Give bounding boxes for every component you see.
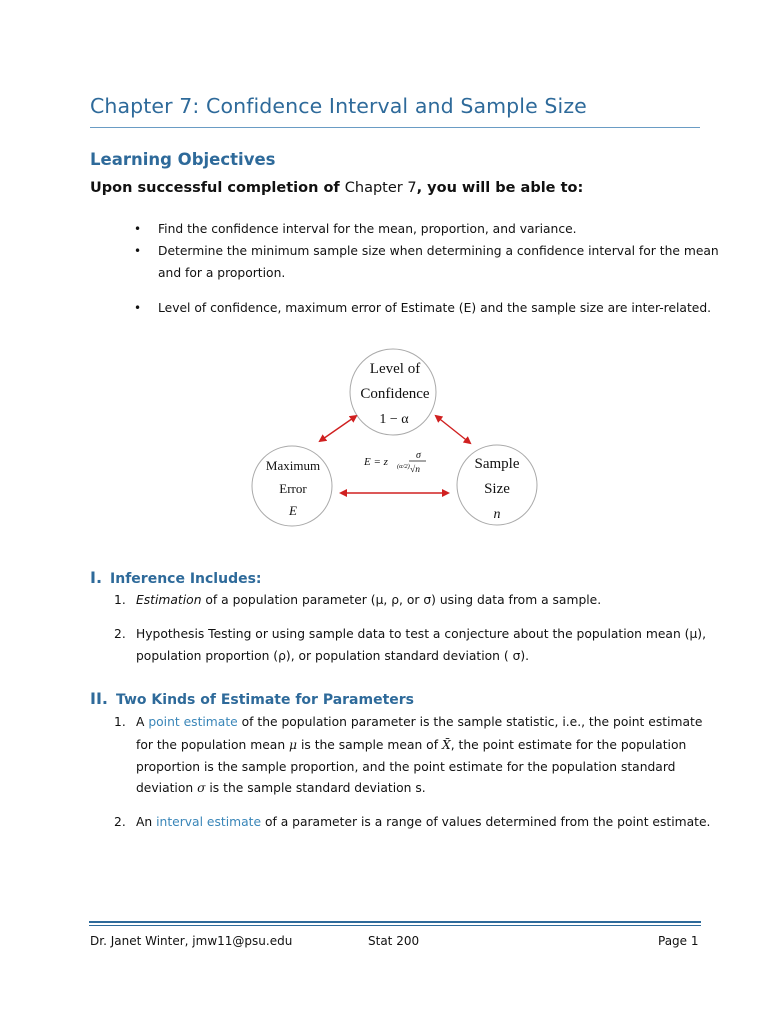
line2-part-c: , the point estimate for the population — [450, 738, 687, 752]
formula-numerator: σ — [416, 450, 421, 461]
right-node-line3: n — [493, 507, 501, 522]
list-number: 1. — [114, 715, 126, 729]
left-node-line1: Maximum — [265, 458, 321, 473]
footer-author: Dr. Janet Winter, jmw11@psu.edu — [90, 934, 293, 948]
point-estimate-line4 — [136, 777, 426, 799]
sigma-symbol: σ — [197, 781, 206, 795]
intro-suffix: , you will be able to: — [416, 180, 584, 196]
intro-prefix: Upon successful completion of — [90, 180, 345, 196]
point-estimate-line2 — [136, 734, 686, 756]
learning-objectives-heading: Learning Objectives — [90, 150, 276, 169]
left-node-line3: E — [289, 503, 297, 518]
section-1-heading — [90, 568, 262, 587]
objective-item-continued: and for a proportion. — [158, 266, 286, 280]
left-node-line2: Error — [279, 481, 307, 496]
title-divider — [90, 127, 700, 128]
line2-part-b: is the sample mean of — [297, 738, 442, 752]
point-estimate-pre: A — [136, 715, 149, 729]
learning-objectives-intro — [90, 180, 583, 196]
list-number: 2. — [114, 627, 126, 641]
point-estimate-line1 — [136, 711, 702, 733]
intro-chapter: Chapter 7 — [344, 180, 417, 196]
inference-item-hypothesis-line2: population proportion (ρ), or population standard deviation ( σ). — [136, 649, 530, 663]
section-2-heading — [90, 689, 414, 708]
bullet-dot: • — [134, 244, 142, 258]
footer-divider — [89, 921, 701, 923]
footer-page-number: Page 1 — [658, 934, 699, 948]
line4-part-a: deviation — [136, 781, 198, 795]
section-2-title: Two Kinds of Estimate for Parameters — [115, 692, 415, 708]
confidence-relationship-diagram — [240, 335, 540, 535]
margin-of-error-formula — [363, 450, 426, 475]
section-1-numeral: I. — [90, 568, 103, 587]
footer-course: Stat 200 — [368, 934, 420, 948]
formula-lhs: E = z — [364, 456, 388, 468]
interval-estimate-pre: An — [136, 815, 157, 829]
line2-part-a: for the population mean — [136, 738, 290, 752]
formula-subscript: (α/2) — [397, 463, 410, 470]
point-estimate-line3: proportion is the sample proportion, and the point estimate for the population standard — [136, 760, 676, 774]
right-node-line2: Size — [484, 481, 510, 497]
section-2-numeral: II. — [90, 689, 108, 708]
x-bar-symbol: X̄ — [441, 738, 451, 752]
top-node-line2: Confidence — [360, 386, 430, 402]
arrow-confidence-size — [436, 416, 470, 443]
mu-symbol: μ — [289, 738, 298, 752]
chapter-title: Chapter 7: Confidence Interval and Sample Size — [90, 94, 587, 118]
section-1-title: Inference Includes: — [110, 571, 262, 587]
inference-item-estimation — [136, 589, 601, 611]
interval-estimate-line — [136, 811, 710, 833]
estimation-term: Estimation — [136, 593, 202, 607]
objective-item: Find the confidence interval for the mean, proportion, and variance. — [158, 222, 577, 236]
interval-estimate-post: of a parameter is a range of values determined from the point estimate. — [261, 815, 711, 829]
list-number: 1. — [114, 593, 126, 607]
footer-divider-thin — [89, 925, 701, 926]
point-estimate-term: point estimate — [148, 715, 238, 729]
arrow-confidence-error — [320, 416, 356, 441]
inference-item-hypothesis-line1: Hypothesis Testing or using sample data to test a conjecture about the population mean (μ), — [136, 627, 706, 641]
formula-denominator: √n — [410, 465, 420, 475]
point-estimate-post: of the population parameter is the sample statistic, i.e., the point estimate — [237, 715, 703, 729]
top-node-line1: Level of — [369, 361, 421, 377]
interval-estimate-term: interval estimate — [156, 815, 262, 829]
bullet-dot: • — [134, 222, 142, 236]
objective-item: Level of confidence, maximum error of Estimate (E) and the sample size are inter-related. — [158, 301, 712, 315]
estimation-text: of a population parameter (μ, ρ, or σ) using data from a sample. — [201, 593, 602, 607]
bullet-dot: • — [134, 301, 142, 315]
line4-part-b: is the sample standard deviation s. — [205, 781, 426, 795]
right-node-line1: Sample — [474, 456, 520, 472]
list-number: 2. — [114, 815, 126, 829]
top-node-line3: 1 − α — [379, 412, 409, 427]
objective-item: Determine the minimum sample size when determining a confidence interval for the mean — [158, 244, 719, 258]
